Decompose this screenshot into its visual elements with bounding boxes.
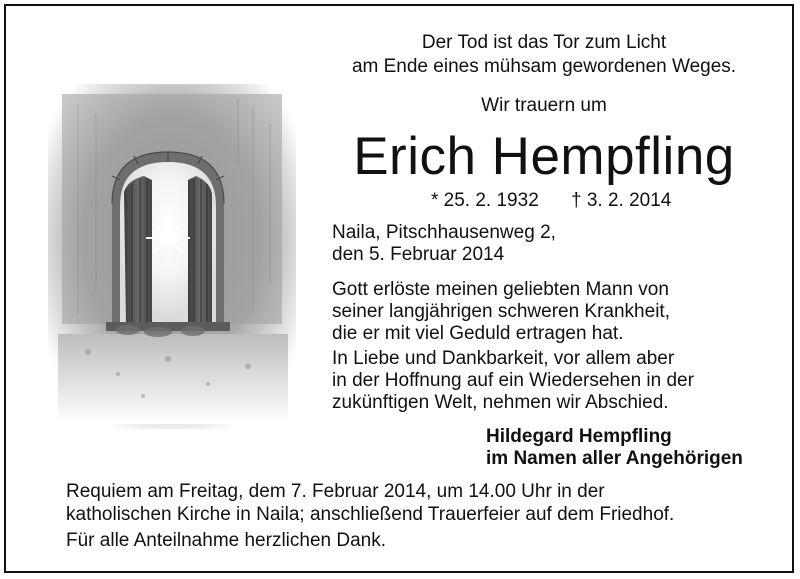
motto-quote [339, 31, 749, 79]
motto-line: Der Tod ist das Tor zum Licht [421, 32, 667, 53]
date-line: den 5. Februar 2014 [332, 244, 505, 265]
mourning-intro: Wir trauern um [481, 95, 607, 116]
deceased-name: Erich Hempfling [353, 127, 735, 186]
text-line: Requiem am Freitag, dem 7. Februar 2014, um 14.00 Uhr in der [66, 481, 605, 502]
text-line: katholischen Kirche in Naila; anschließend Trauerfeier auf dem Friedhof. [66, 504, 675, 525]
text-line: in der Hoffnung auf ein Wiedersehen in der [332, 370, 694, 391]
thanks-line: Für alle Anteilnahme herzlichen Dank. [66, 530, 387, 551]
requiem-info [66, 480, 674, 526]
door-photo-image [48, 84, 296, 429]
signatory-name: Hildegard Hempfling [486, 426, 672, 447]
obituary-notice [4, 4, 794, 573]
body-paragraph-2 [332, 348, 694, 414]
text-line: In Liebe und Dankbarkeit, vor allem aber [332, 348, 675, 369]
text-line: zukünftigen Welt, nehmen wir Abschied. [332, 392, 669, 413]
text-line: seiner langjährigen schweren Krankheit, [332, 301, 670, 322]
motto-line: am Ende eines mühsam gewordenen Weges. [351, 56, 737, 77]
address-line: Naila, Pitschhausenweg 2, [332, 222, 556, 243]
body-paragraph-1 [332, 279, 670, 345]
place-and-date [332, 222, 556, 266]
signatory-note: im Namen aller Angehörigen [486, 448, 743, 469]
text-line: die er mit viel Geduld ertragen hat. [332, 323, 624, 344]
text-line: Gott erlöste meinen geliebten Mann von [332, 279, 669, 300]
birth-date: * 25. 2. 1932 [431, 190, 539, 211]
death-date: † 3. 2. 2014 [571, 190, 672, 211]
signature [486, 426, 743, 470]
